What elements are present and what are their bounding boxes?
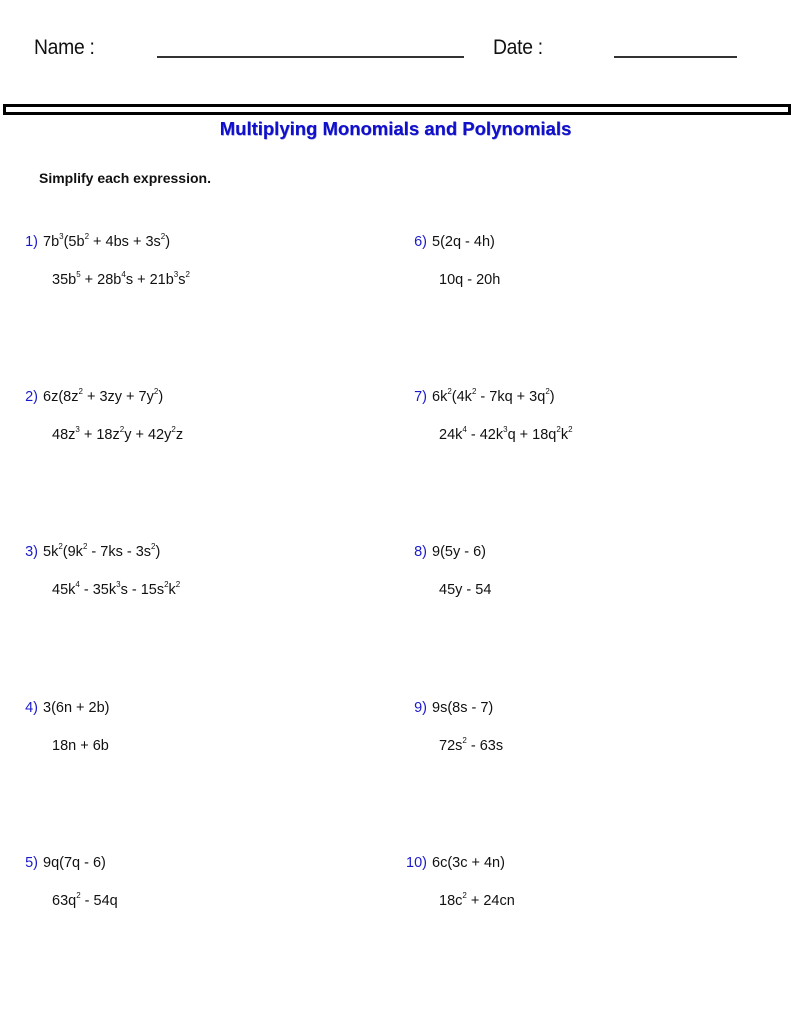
exponent: 4 bbox=[462, 425, 467, 434]
problem-number: 1) bbox=[25, 234, 38, 250]
exponent: 2 bbox=[462, 736, 467, 745]
problem-question: $5k^2(9k^2 - 7ks - 3s^2)$ bbox=[43, 542, 161, 560]
exponent: 3 bbox=[75, 425, 80, 434]
problem-answer: $24k^4 - 42k^3q + 18q^2k^2$ bbox=[439, 425, 573, 443]
exponent: 2 bbox=[171, 425, 176, 434]
problem-answer: $63q^2 - 54q$ bbox=[52, 891, 118, 909]
problem-number: 4) bbox=[25, 700, 38, 716]
name-label: Name : bbox=[34, 36, 95, 59]
problem-question: 9s(8s - 7) bbox=[432, 700, 494, 716]
problem-question: 9(5y - 6) bbox=[432, 544, 486, 560]
exponent: 2 bbox=[78, 387, 83, 396]
problem-answer: 18n + 6b bbox=[52, 738, 109, 754]
exponent: 2 bbox=[568, 425, 573, 434]
problem-answer: $72s^2 - 63s$ bbox=[439, 736, 504, 754]
problem-answer: $18c^2 + 24cn$ bbox=[439, 891, 515, 909]
exponent: 2 bbox=[82, 542, 88, 551]
exponent: 2 bbox=[153, 387, 159, 396]
problem-number: 2) bbox=[25, 389, 38, 405]
worksheet-title: Multiplying Monomials and Polynomials bbox=[219, 118, 572, 139]
header-divider bbox=[3, 104, 791, 115]
exponent: 2 bbox=[462, 891, 467, 900]
problem-answer: $48z^3 + 18z^2y + 42y^2z$ bbox=[52, 425, 184, 443]
problem-question: 6c(3c + 4n) bbox=[432, 855, 505, 871]
problem-question: $6k^2(4k^2 - 7kq + 3q^2)$ bbox=[432, 387, 555, 405]
exponent: 4 bbox=[75, 580, 80, 589]
exponent: 2 bbox=[185, 270, 190, 279]
problem-question: 3(6n + 2b) bbox=[43, 700, 110, 716]
problem-answer: $45k^4 - 35k^3s - 15s^2k^2$ bbox=[52, 580, 181, 598]
exponent: 3 bbox=[59, 232, 64, 241]
problem-number: 6) bbox=[414, 234, 427, 250]
exponent: 2 bbox=[84, 232, 90, 241]
problem-number: 8) bbox=[414, 544, 427, 560]
problem-question: $7b^3(5b^2 + 4bs + 3s^2)$ bbox=[43, 232, 171, 250]
problem-answer: 45y - 54 bbox=[439, 582, 492, 598]
exponent: 3 bbox=[503, 425, 508, 434]
exponent: 2 bbox=[160, 232, 166, 241]
exponent: 2 bbox=[76, 891, 81, 900]
exponent: 2 bbox=[175, 580, 181, 589]
date-blank-line[interactable] bbox=[614, 56, 737, 58]
exponent: 2 bbox=[164, 580, 169, 589]
exponent: 3 bbox=[116, 580, 121, 589]
problem-number: 5) bbox=[25, 855, 38, 871]
problem-number: 10) bbox=[406, 855, 427, 871]
exponent: 2 bbox=[471, 387, 477, 396]
problem-number: 9) bbox=[414, 700, 427, 716]
exponent: 3 bbox=[173, 270, 179, 279]
exponent: 4 bbox=[121, 270, 126, 279]
problem-answer: 10q - 20h bbox=[439, 272, 501, 288]
instructions: Simplify each expression. bbox=[39, 170, 211, 186]
exponent: 2 bbox=[58, 542, 63, 551]
exponent: 2 bbox=[447, 387, 452, 396]
problem-number: 7) bbox=[414, 389, 427, 405]
exponent: 2 bbox=[556, 425, 561, 434]
problem-question: $6z(8z^2 + 3zy + 7y^2)$ bbox=[43, 387, 164, 405]
problem-number: 3) bbox=[25, 544, 38, 560]
name-blank-line[interactable] bbox=[157, 56, 464, 58]
problem-answer: $35b^5 + 28b^4s + 21b^3s^2$ bbox=[52, 270, 190, 288]
problem-question: 9q(7q - 6) bbox=[43, 855, 106, 871]
exponent: 2 bbox=[545, 387, 550, 396]
problem-question: 5(2q - 4h) bbox=[432, 234, 495, 250]
exponent: 2 bbox=[119, 425, 125, 434]
date-label: Date : bbox=[493, 36, 543, 59]
exponent: 5 bbox=[76, 270, 81, 279]
exponent: 2 bbox=[151, 542, 156, 551]
